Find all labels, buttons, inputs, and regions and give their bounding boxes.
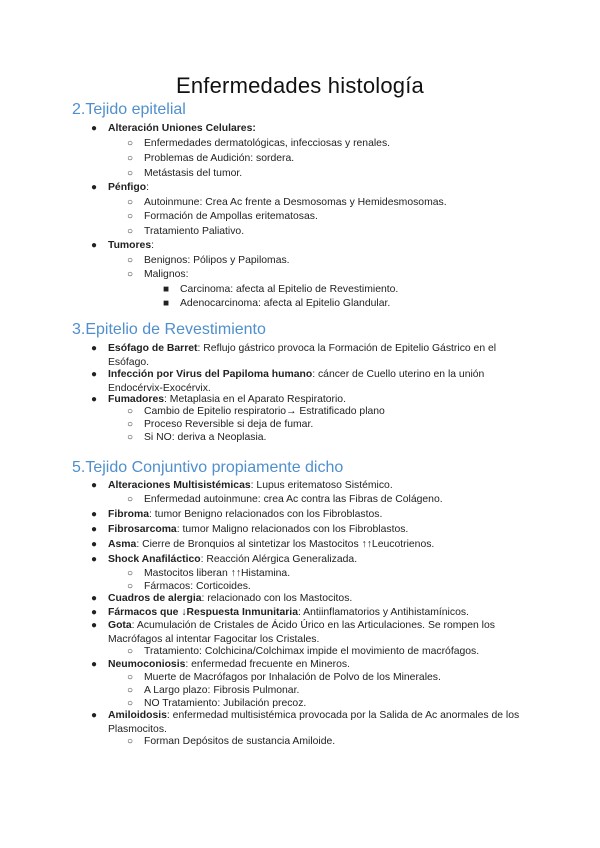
bullet-icon: ●	[90, 620, 98, 631]
bullet-icon: ■	[162, 284, 170, 295]
list-item: ○ Problemas de Audición: sordera.	[144, 152, 534, 166]
list-item: ○ Cambio de Epitelio respiratorio→ Estratificado plano	[144, 405, 534, 419]
list-item: ○ NO Tratamiento: Jubilación precoz.	[144, 697, 534, 711]
bullet-icon: ●	[90, 659, 98, 670]
bullet-icon: ○	[126, 646, 134, 657]
bullet-icon: ●	[90, 593, 98, 604]
list-item: ● Alteración Uniones Celulares:	[108, 122, 528, 136]
list-item: ● Fibroma: tumor Benigno relacionados con los Fibroblastos.	[108, 508, 528, 522]
bullet-icon: ●	[90, 480, 98, 491]
bullet-icon: ●	[90, 554, 98, 565]
list-item: ○ Si NO: deriva a Neoplasia.	[144, 431, 534, 445]
section-heading-tejido-epitelial: 2.Tejido epitelial	[72, 101, 186, 118]
list-item: ○ A Largo plazo: Fibrosis Pulmonar.	[144, 684, 534, 698]
list-item: ■ Carcinoma: afecta al Epitelio de Revestimiento.	[180, 283, 540, 297]
list-item: ● Tumores:	[108, 239, 528, 253]
bullet-icon: ●	[90, 607, 98, 618]
bullet-icon: ○	[126, 226, 134, 237]
list-item: ● Amiloidosis: enfermedad multisistémica provocada por la Salida de Ac anormales de los Plasmocitos.	[108, 709, 528, 737]
bullet-icon: ●	[90, 394, 98, 405]
bullet-icon: ○	[126, 698, 134, 709]
list-item: ● Esófago de Barret: Reflujo gástrico provoca la Formación de Epitelio Gástrico en el Esófago.	[108, 342, 528, 370]
bullet-icon: ●	[90, 524, 98, 535]
list-item: ○ Formación de Ampollas eritematosas.	[144, 210, 534, 224]
list-item: ○ Muerte de Macrófagos por Inhalación de Polvo de los Minerales.	[144, 671, 534, 685]
bullet-icon: ●	[90, 182, 98, 193]
list-item: ○ Enfermedad autoinmune: crea Ac contra las Fibras de Colágeno.	[144, 493, 534, 507]
list-item: ○ Tratamiento Paliativo.	[144, 225, 534, 239]
list-item: ○ Metástasis del tumor.	[144, 167, 534, 181]
document-title: Enfermedades histología	[176, 73, 424, 98]
bullet-icon: ○	[126, 255, 134, 266]
bullet-icon: ○	[126, 685, 134, 696]
list-item: ○ Forman Depósitos de sustancia Amiloide.	[144, 735, 534, 749]
list-item: ● Pénfigo:	[108, 181, 528, 195]
bullet-icon: ○	[126, 419, 134, 430]
bullet-icon: ○	[126, 211, 134, 222]
section-heading-tejido-conjuntivo: 5.Tejido Conjuntivo propiamente dicho	[72, 459, 344, 476]
list-item: ○ Mastocitos liberan ↑↑Histamina.	[144, 567, 534, 581]
bullet-icon: ●	[90, 369, 98, 380]
list-item: ○ Fármacos: Corticoides.	[144, 580, 534, 594]
bullet-icon: ○	[126, 406, 134, 417]
section-heading-epitelio-revestimiento: 3.Epitelio de Revestimiento	[72, 321, 266, 338]
bullet-icon: ○	[126, 138, 134, 149]
bullet-icon: ●	[90, 240, 98, 251]
list-item: ● Fármacos que ↓Respuesta Inmunitaria: Antiinflamatorios y Antihistamínicos.	[108, 606, 528, 620]
bullet-icon: ■	[162, 298, 170, 309]
bullet-icon: ○	[126, 168, 134, 179]
bullet-icon: ○	[126, 581, 134, 592]
list-item: ● Alteraciones Multisistémicas: Lupus eritematoso Sistémico.	[108, 479, 528, 493]
list-item: ■ Adenocarcinoma: afecta al Epitelio Glandular.	[180, 297, 540, 311]
list-item: ● Cuadros de alergia: relacionado con los Mastocitos.	[108, 592, 528, 606]
bullet-icon: ●	[90, 343, 98, 354]
bullet-icon: ○	[126, 197, 134, 208]
list-item: ● Gota: Acumulación de Cristales de Ácido Úrico en las Articulaciones. Se rompen los Macrófagos al intentar Fagocitar los Cristales.	[108, 619, 528, 647]
list-item: ○ Benignos: Pólipos y Papilomas.	[144, 254, 534, 268]
list-item: ○ Malignos:	[144, 268, 534, 282]
list-item: ● Shock Anafiláctico: Reacción Alérgica Generalizada.	[108, 553, 528, 567]
bullet-icon: ●	[90, 539, 98, 550]
bullet-icon: ○	[126, 432, 134, 443]
bullet-icon: ●	[90, 710, 98, 721]
list-item: ● Infección por Virus del Papiloma humano: cáncer de Cuello uterino en la unión Endocérvix-Exocérvix.	[108, 368, 528, 396]
list-item: ○ Autoinmune: Crea Ac frente a Desmosomas y Hemidesmosomas.	[144, 196, 534, 210]
bullet-icon: ●	[90, 123, 98, 134]
list-item: ● Asma: Cierre de Bronquios al sintetizar los Mastocitos ↑↑Leucotrienos.	[108, 538, 528, 552]
bullet-icon: ○	[126, 494, 134, 505]
list-item: ○ Proceso Reversible si deja de fumar.	[144, 418, 534, 432]
bullet-icon: ●	[90, 509, 98, 520]
list-item: ○ Tratamiento: Colchicina/Colchimax impide el movimiento de macrófagos.	[144, 645, 534, 659]
list-item: ○ Enfermedades dermatológicas, infecciosas y renales.	[144, 137, 534, 151]
list-item: ● Fumadores: Metaplasia en el Aparato Respiratorio.	[108, 393, 528, 407]
bullet-icon: ○	[126, 269, 134, 280]
bullet-icon: ○	[126, 736, 134, 747]
bullet-icon: ○	[126, 153, 134, 164]
list-item: ● Fibrosarcoma: tumor Maligno relacionados con los Fibroblastos.	[108, 523, 528, 537]
bullet-icon: ○	[126, 672, 134, 683]
bullet-icon: ○	[126, 568, 134, 579]
list-item: ● Neumoconiosis: enfermedad frecuente en Mineros.	[108, 658, 528, 672]
